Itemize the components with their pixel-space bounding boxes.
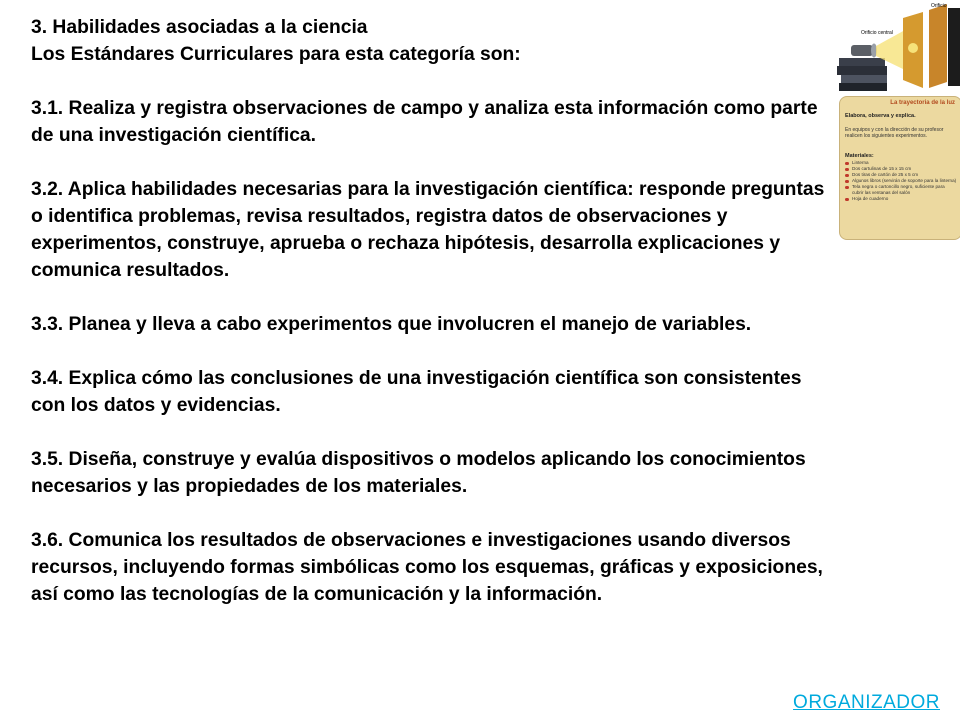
card-materials-label: Materiales: (845, 153, 874, 159)
label-hole: Orificio (931, 3, 947, 9)
screen (948, 8, 960, 86)
standard-3-5: 3.5. Diseña, construye y evalúa dispositivos o modelos aplicando los conocimientos necesarios y las propiedades de los materiales. (31, 449, 806, 497)
card-title: La trayectoria de la luz (890, 100, 955, 106)
standard-3-4: 3.4. Explica cómo las conclusiones de una investigación científica son consistentes con los datos y evidencias. (31, 368, 802, 416)
standard-3-3: 3.3. Planea y lleva a cabo experimentos que involucren el manejo de variables. (31, 314, 752, 335)
materials-list (845, 160, 957, 202)
organizador-link[interactable]: ORGANIZADOR (793, 692, 940, 713)
list-item: Hoja de cuaderno (845, 196, 957, 202)
section-heading: 3. Habilidades asociadas a la ciencia (31, 17, 368, 38)
list-item: Algunos libros (servirán de soporte para la linterna) (845, 178, 957, 184)
label-central-hole: Orificio central (861, 30, 893, 36)
flashlight (851, 45, 873, 56)
standard-3-2: 3.2. Aplica habilidades necesarias para la investigación científica: responde preguntas o identifica problemas, revisa resultados, registra datos de observaciones y experimentos, construye, aprueba o rechaza hipótesis, desarrolla explicaciones y comunica resultados. (31, 179, 825, 281)
standard-3-1: 3.1. Realiza y registra observaciones de campo y analiza esta información como parte de una investigación científica. (31, 98, 818, 146)
cardboard (929, 4, 947, 88)
card-subtitle: Elabora, observa y explica. (845, 113, 916, 119)
card-instructions: En equipos y con la dirección de su profesor realicen los siguientes experimentos. (845, 127, 944, 139)
list-item: Linterna (845, 160, 957, 166)
list-item: Dos cartulinas de 15 x 15 cm (845, 166, 957, 172)
book (841, 75, 887, 83)
list-item: Tela negra o cartoncillo negro, suficiente para cubrir las ventanas del salón (845, 184, 957, 196)
book (839, 58, 885, 66)
light-experiment-illustration (837, 0, 960, 96)
cardboard-hole (908, 43, 918, 53)
section-intro: Los Estándares Curriculares para esta categoría son: (31, 44, 521, 65)
experiment-card (839, 96, 960, 240)
book (839, 83, 887, 91)
standard-3-6: 3.6. Comunica los resultados de observaciones e investigaciones usando diversos recursos, incluyendo formas simbólicas como los esquemas, gráficas y exposiciones, así como las tecnologías de la comunicación y la información. (31, 530, 823, 605)
standards-text (31, 14, 831, 608)
list-item: Dos tiras de cartón de 25 x 5 cm (845, 172, 957, 178)
book (837, 66, 887, 75)
